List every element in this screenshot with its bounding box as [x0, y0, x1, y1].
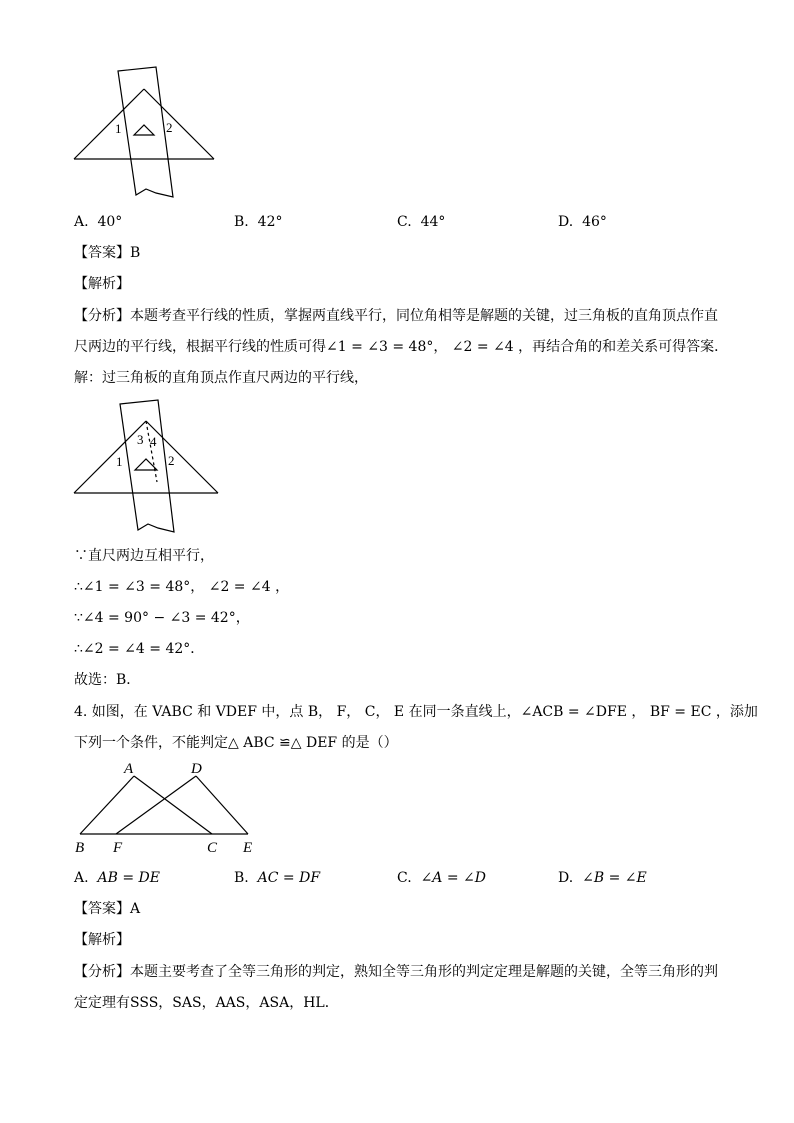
point-label-f: F	[113, 840, 123, 856]
figure-triangle-ruler-auxiliary	[70, 398, 222, 538]
solution-step: 故选：B．	[74, 672, 141, 688]
option-d: D. ∠B = ∠E	[558, 870, 647, 886]
solution-step: ∴∠1 = ∠3 = 48°， ∠2 = ∠4 ，	[74, 579, 290, 595]
point-label-a: A	[124, 761, 134, 777]
triangle-left-side	[74, 89, 144, 159]
answer: 【答案】B	[74, 245, 141, 261]
figure-two-triangles	[70, 758, 270, 858]
segment-ac	[134, 776, 212, 834]
inner-triangle	[134, 125, 154, 135]
option-b: B. AC = DF	[234, 870, 321, 886]
triangle-left-side	[74, 421, 146, 493]
ruler-outline	[118, 67, 173, 197]
ruler-outline	[120, 400, 174, 532]
angle-label-3: 3	[137, 432, 144, 447]
angle-label-2: 2	[168, 453, 175, 468]
solution-step: ∴∠2 = ∠4 = 42°．	[74, 641, 205, 657]
angle-label-2: 2	[166, 120, 173, 135]
question-4-stem: 4. 如图，在 VABC 和 VDEF 中，点 B， F， C， E 在同一条直线上，∠ACB = ∠DFE ， BF = EC ，添加	[74, 704, 758, 720]
answer: 【答案】A	[74, 901, 141, 917]
analysis-text: 【分析】本题主要考查了全等三角形的判定，熟知全等三角形的判定定理是解题的关键，全等三角形的判	[74, 964, 718, 980]
angle-label-1: 1	[116, 454, 123, 469]
segment-ba	[80, 776, 134, 834]
analysis-heading: 【解析】	[74, 932, 130, 948]
point-label-b: B	[75, 840, 85, 856]
point-label-c: C	[207, 840, 218, 856]
point-label-d: D	[191, 761, 202, 777]
analysis-text: 定定理有SSS，SAS，AAS，ASA，HL．	[74, 995, 339, 1011]
solution-step: ∵∠4 = 90° − ∠3 = 42°，	[74, 610, 250, 626]
analysis-text: 【分析】本题考查平行线的性质，掌握两直线平行，同位角相等是解题的关键，过三角板的直角顶点作直	[74, 308, 718, 324]
question-4-stem: 下列一个条件，不能判定△ ABC ≌△ DEF 的是（）	[74, 735, 398, 751]
option-c: C. 44°	[397, 214, 446, 230]
figure-triangle-ruler	[70, 64, 220, 204]
option-a: A. AB = DE	[74, 870, 160, 886]
solution-step: ∵直尺两边互相平行，	[74, 548, 214, 564]
analysis-heading: 【解析】	[74, 276, 130, 292]
angle-label-4: 4	[150, 434, 157, 449]
segment-de	[196, 776, 248, 834]
triangle-right-side	[146, 421, 218, 493]
point-label-e: E	[243, 840, 253, 856]
analysis-text: 尺两边的平行线，根据平行线的性质可得∠1 = ∠3 = 48°， ∠2 = ∠4 ，再结合角的和差关系可得答案．	[74, 339, 729, 355]
option-a: A. 40°	[74, 214, 123, 230]
option-c: C. ∠A = ∠D	[397, 870, 487, 886]
segment-fd	[116, 776, 196, 834]
option-d: D. 46°	[558, 214, 607, 230]
option-b: B. 42°	[234, 214, 283, 230]
angle-label-1: 1	[115, 121, 122, 136]
solution-intro: 解：过三角板的直角顶点作直尺两边的平行线，	[74, 370, 368, 386]
triangle-right-side	[144, 89, 214, 159]
